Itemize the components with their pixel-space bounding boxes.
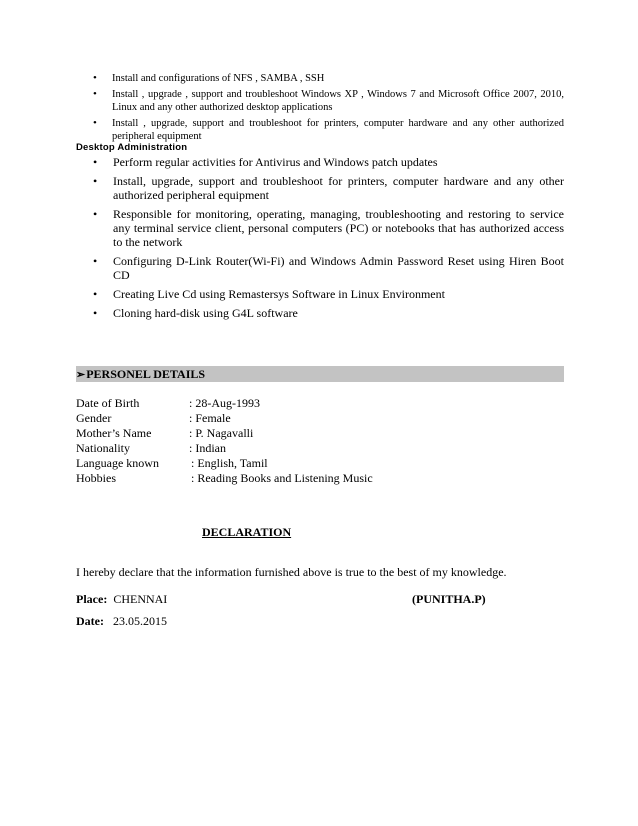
place-label: Place: [76, 592, 108, 606]
list-item: • Cloning hard-disk using G4L software [76, 306, 564, 320]
detail-label: Language known [76, 456, 159, 470]
list-item: • Responsible for monitoring, operating, managing, troubleshooting and restoring to service any terminal service client, personal computers (PC) or notebooks that has authorized access to the network [76, 207, 564, 249]
list-item: • Install , upgrade, support and troubleshoot for printers, computer hardware and any other authorized peripheral equipment [76, 117, 564, 143]
detail-label: Gender [76, 411, 112, 425]
detail-value: : 28-Aug-1993 [189, 396, 260, 410]
date-value: 23.05.2015 [112, 614, 167, 628]
arrow-bullet-icon: ➢ [76, 369, 86, 381]
detail-value: : English, Tamil [191, 456, 268, 470]
detail-value: : Reading Books and Listening Music [191, 471, 373, 485]
personal-details [76, 396, 564, 486]
detail-label: Hobbies [76, 471, 116, 485]
list-item: • Install and configurations of NFS , SAMBA , SSH [76, 72, 564, 85]
declaration-text: I hereby declare that the information furnished above is true to the best of my knowledge. [76, 565, 507, 579]
detail-value: : Indian [189, 441, 226, 455]
skills-list [76, 72, 564, 146]
declaration-title: DECLARATION [202, 525, 292, 539]
list-item: • Configuring D-Link Router(Wi-Fi) and Windows Admin Password Reset using Hiren Boot CD [76, 254, 564, 282]
section-title: PERSONEL DETAILS [86, 367, 206, 381]
detail-row [76, 426, 564, 441]
list-item: • Install , upgrade , support and troubleshoot Windows XP , Windows 7 and Microsoft Office 2007, 2010, Linux and any other authorized desktop applications [76, 88, 564, 114]
detail-value: : P. Nagavalli [189, 426, 254, 440]
list-item: • Install, upgrade, support and troubleshoot for printers, computer hardware and any other authorized peripheral equipment [76, 174, 564, 202]
date-line [76, 614, 167, 629]
list-item: • Creating Live Cd using Remastersys Software in Linux Environment [76, 287, 564, 301]
detail-row [76, 441, 564, 456]
date-label: Date: [76, 614, 104, 628]
desktop-administration-heading: Desktop Administration [76, 142, 188, 153]
place-line [76, 592, 167, 607]
list-item: • Perform regular activities for Antivirus and Windows patch updates [76, 155, 564, 169]
signature-name: (PUNITHA.P) [412, 592, 486, 606]
detail-value: : Female [189, 411, 231, 425]
detail-row [76, 456, 564, 471]
detail-row [76, 471, 564, 486]
detail-label: Mother’s Name [76, 426, 152, 440]
desktop-administration-list [76, 155, 564, 325]
detail-label: Date of Birth [76, 396, 140, 410]
detail-row [76, 411, 564, 426]
place-value: CHENNAI [113, 592, 168, 606]
detail-row [76, 396, 564, 411]
detail-label: Nationality [76, 441, 130, 455]
personal-details-heading [76, 366, 564, 382]
